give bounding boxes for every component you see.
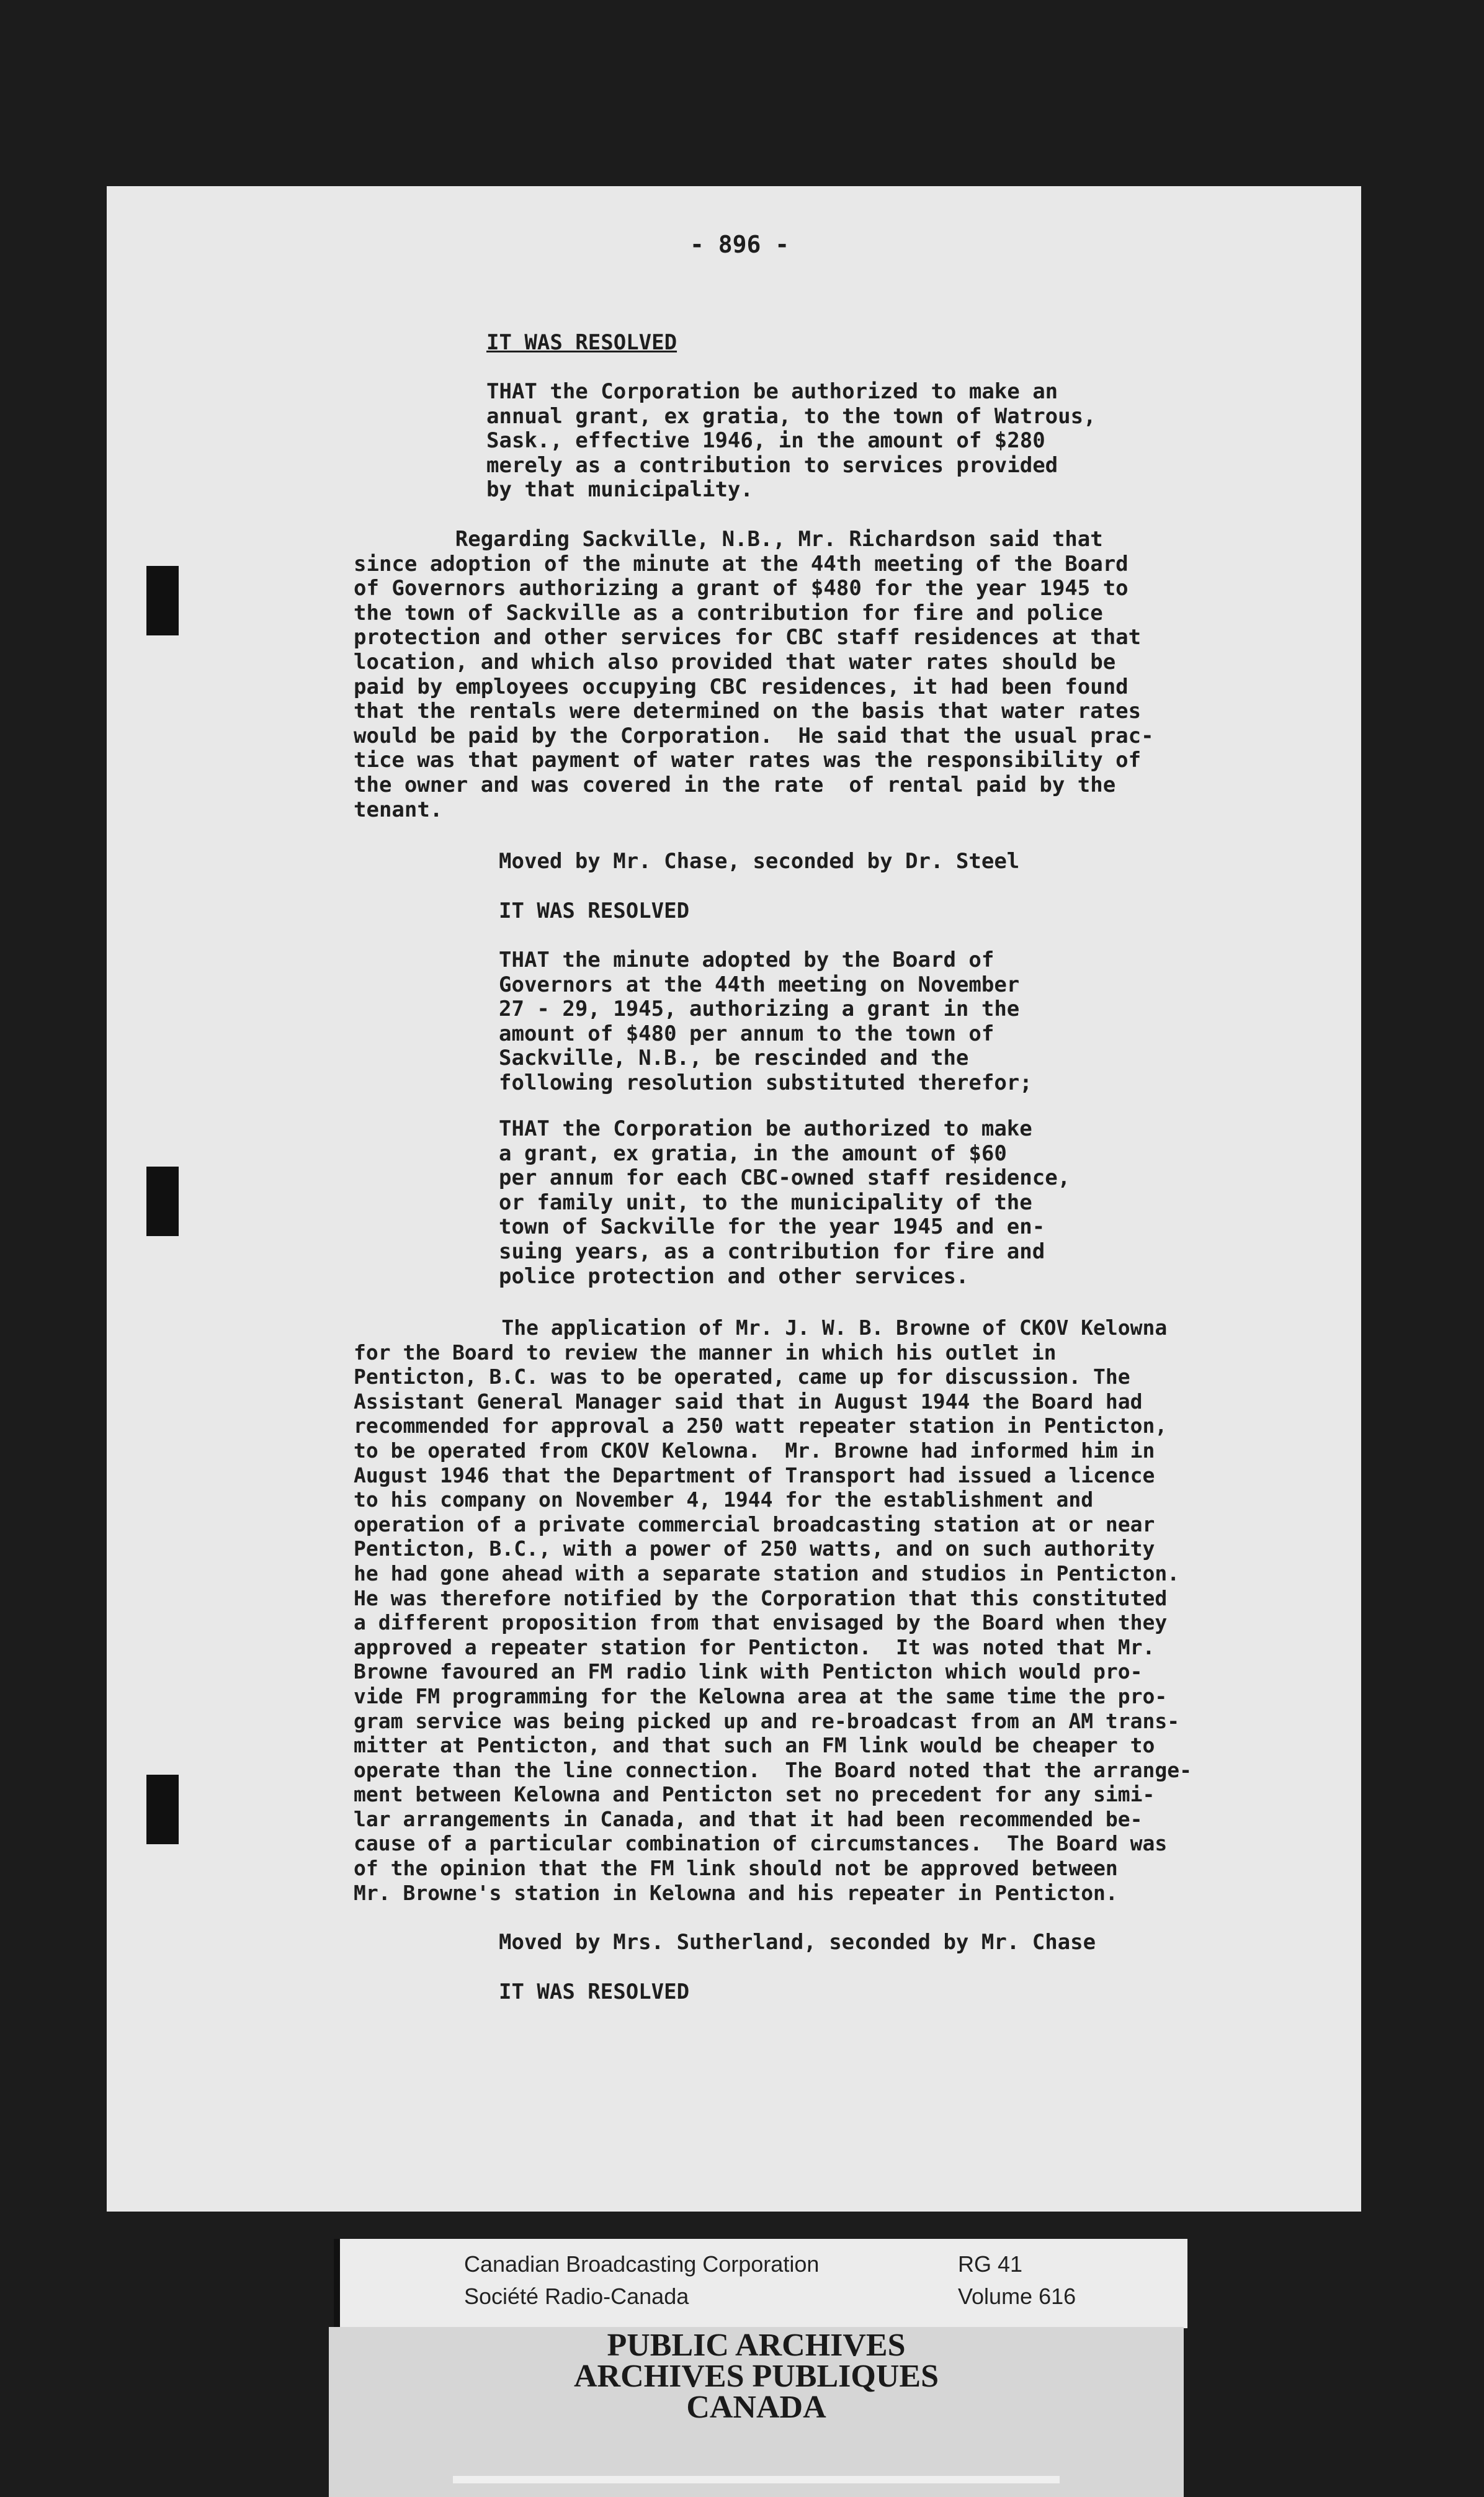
page-number: - 896 - bbox=[690, 231, 790, 258]
label-volume: Volume 616 bbox=[958, 2284, 1076, 2309]
resolved-heading-1: IT WAS RESOLVED bbox=[486, 330, 677, 355]
label-org-fr: Société Radio-Canada bbox=[464, 2284, 689, 2309]
ckov-paragraph: The application of Mr. J. W. B. Browne of CKOV Kelowna for the Board to review the manner in which his outlet in Penticton, B.C. was to be operated, came up for discussion. The Assistant General Manager said that in August 1944 the Board had recommended for approval a 250 watt repeater station in Penticton, to be operated from CKOV Kelowna. Mr. Browne had informed him in August 1946 that the Department of Transport had issued a licence to his company on November 4, 1944 for the establishment and operation of a private commercial broadcasting station at or near Penticton, B.C., with a power of 250 watts, and on such authority he had gone ahead with a separate station and studios in Penticton. He was therefore notified by the Corporation that this constituted a different proposition from that envisaged by the Board when they approved a repeater station for Penticton. It was noted that Mr. Browne favoured an FM radio link with Penticton which would pro- vide FM programming for the Kelowna area at the same time the pro- gram service was being picked up and re-broadcast from an AM trans- mitter at Penticton, and that such an FM link would be cheaper to operate than the line connection. The Board noted that the arrange- ment between Kelowna and Penticton set no precedent for any simi- lar arrangements in Canada, and that it had been recommended be- cause of a particular combination of circumstances. The Board was of the opinion that the FM link should not be approved between Mr. Browne's station in Kelowna and his repeater in Penticton. bbox=[354, 1316, 1192, 1905]
margin-marker bbox=[146, 1167, 179, 1236]
document-page bbox=[107, 186, 1361, 2212]
resolution-watrous: THAT the Corporation be authorized to make an annual grant, ex gratia, to the town of Watrous, Sask., effective 1946, in the amount of $280 merely as a contribution to services provided by that municipality. bbox=[486, 379, 1096, 503]
stamp-divider bbox=[453, 2476, 1060, 2483]
moved-by-sutherland: Moved by Mrs. Sutherland, seconded by Mr. Chase bbox=[499, 1930, 1096, 1955]
sackville-paragraph: Regarding Sackville, N.B., Mr. Richardson said that since adoption of the minute at the 44th meeting of the Board of Governors authorizing a grant of $480 for the year 1945 to the town of Sackville as a contribution for fire and police protection and other services for CBC staff residences at that location, and which also provided that water rates should be paid by employees occupying CBC residences, it had been found that the rentals were determined on the basis that water rates would be paid by the Corporation. He said that the usual prac- tice was that payment of water rates was the responsibility of the owner and was covered in the rate of rental paid by the tenant. bbox=[354, 527, 1154, 822]
margin-marker bbox=[146, 1775, 179, 1844]
moved-by-chase: Moved by Mr. Chase, seconded by Dr. Steel bbox=[499, 849, 1020, 874]
stamp-line-3: CANADA bbox=[686, 2390, 826, 2425]
resolution-sackville-grant: THAT the Corporation be authorized to make a grant, ex gratia, in the amount of $60 per annum for each CBC-owned staff residence, or family unit, to the municipality of the town of Sackville for the year 1945 and en- suing years, as a contribution for fire and police protection and other services. bbox=[499, 1116, 1071, 1289]
margin-marker bbox=[146, 566, 179, 635]
label-rg: RG 41 bbox=[958, 2251, 1023, 2277]
archives-stamp bbox=[329, 2327, 1184, 2497]
resolution-rescind: THAT the minute adopted by the Board of Governors at the 44th meeting on November 27 - 29, 1945, authorizing a grant in the amount of $480 per annum to the town of Sackville, N.B., be rescinded and the following resolution substituted therefor; bbox=[499, 948, 1032, 1095]
resolved-heading-2: IT WAS RESOLVED bbox=[499, 899, 690, 923]
stamp-line-1: PUBLIC ARCHIVES bbox=[607, 2328, 906, 2363]
archive-label bbox=[334, 2239, 1187, 2328]
label-org-en: Canadian Broadcasting Corporation bbox=[464, 2251, 820, 2277]
resolved-heading-3: IT WAS RESOLVED bbox=[499, 1979, 690, 2004]
stamp-line-2: ARCHIVES PUBLIQUES bbox=[573, 2359, 939, 2394]
